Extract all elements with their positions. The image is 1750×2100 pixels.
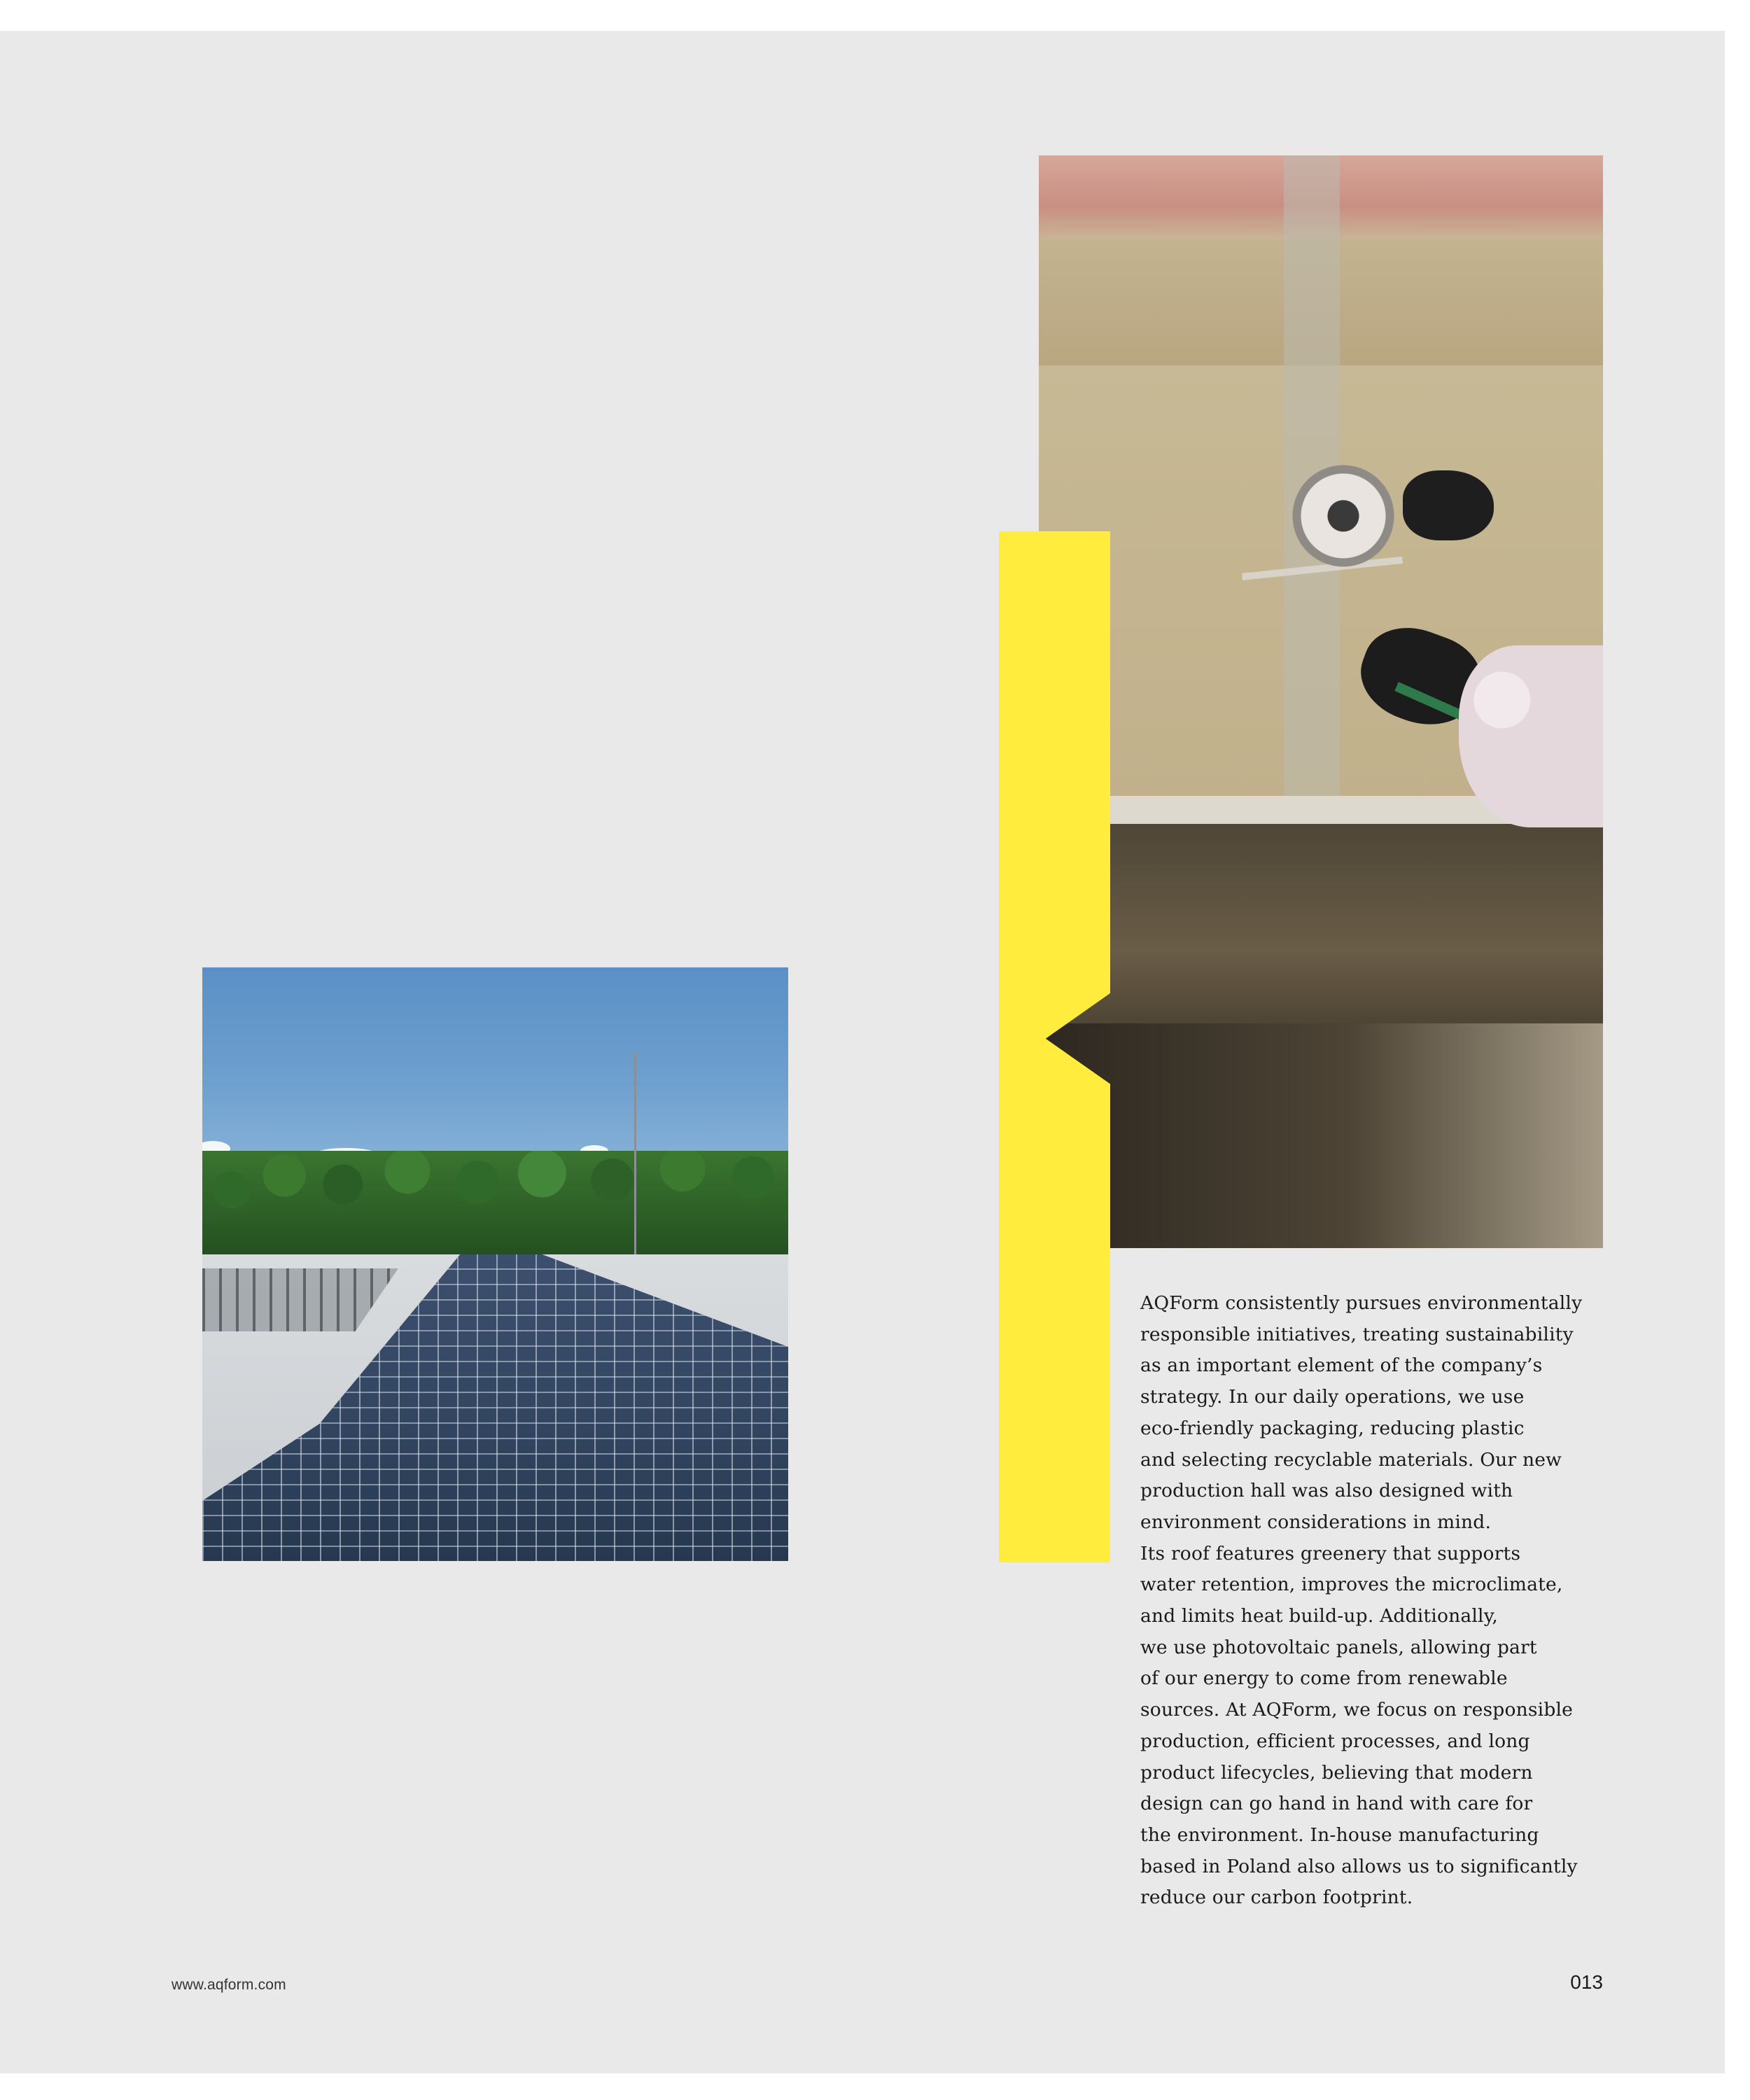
brochure-page xyxy=(0,31,1725,2073)
shadow xyxy=(1039,1023,1603,1248)
page-number: 013 xyxy=(1570,1971,1603,1993)
antenna-mast xyxy=(634,1051,636,1261)
body-paragraph: AQForm consistently pursues environmentally responsible initiatives, treating sustainability as an important element of the company’s strategy. In our daily operations, we use eco-friendly packaging, reducing plastic and selecting recyclable materials. Our new production hall was also designed with environment considerations in mind. Its roof features greenery that supports water retention, improves the microclimate, and limits heat build-up. Additionally, we use photovoltaic panels, allowing part of our energy to come from renewable sources. At AQForm, we focus on responsible production, efficient processes, and long product lifecycles, believing that modern design can go hand in hand with care for the environment. In-house manufacturing based in Poland also allows us to significantly reduce our carbon footprint. xyxy=(1140,1292,1583,1909)
solar-roof-photo xyxy=(202,967,788,1561)
sky xyxy=(202,967,788,1177)
gloved-hand xyxy=(1403,470,1494,540)
footer-url: www.aqform.com xyxy=(172,1977,286,1993)
tape-dispenser xyxy=(1284,456,1403,575)
sewing-hands-photo xyxy=(1039,155,1603,1248)
sleeve xyxy=(1459,645,1603,827)
tree-line xyxy=(202,1151,788,1263)
